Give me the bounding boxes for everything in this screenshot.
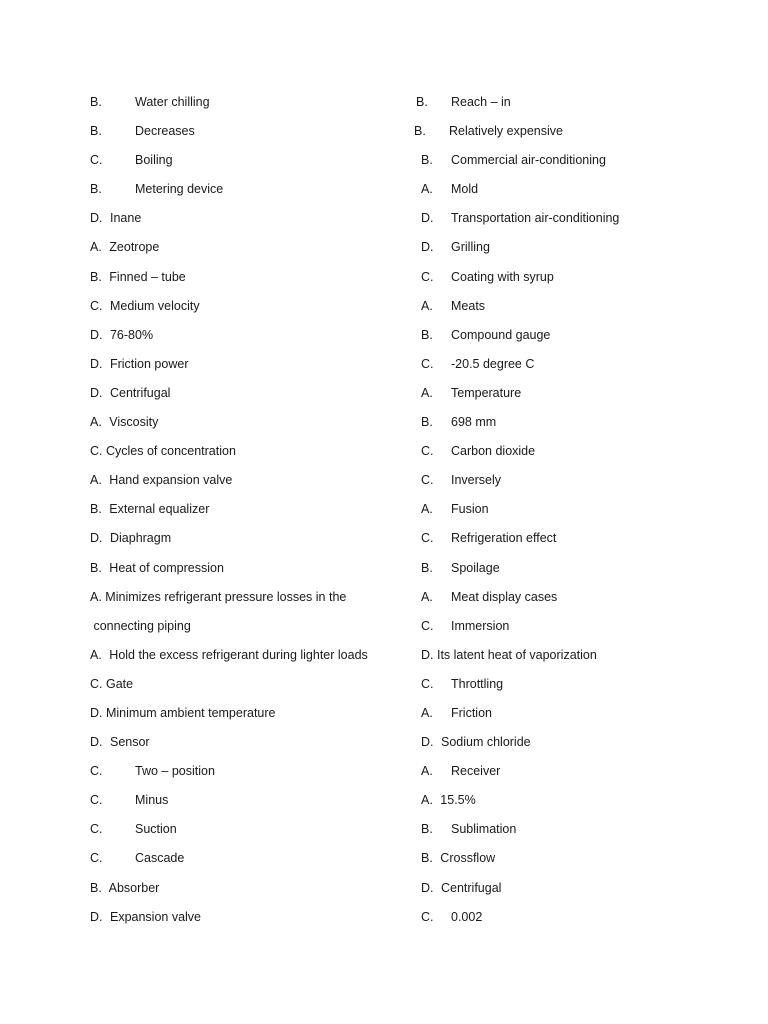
answer-letter: B.: [414, 124, 426, 139]
answer-letter: C.: [421, 618, 434, 633]
answer-row: [90, 878, 410, 907]
answer-letter: A.: [421, 705, 433, 720]
answer-row: [90, 587, 410, 616]
answer-row: [416, 819, 746, 848]
answer-letter: D.: [90, 531, 103, 546]
answer-text: Crossflow: [440, 851, 496, 866]
answer-text: Sublimation: [451, 822, 517, 837]
answer-text: Expansion valve: [109, 909, 202, 924]
answer-row: [90, 441, 410, 470]
answer-text: Sodium chloride: [440, 735, 531, 750]
answer-letter: B.: [90, 124, 102, 139]
answer-row: [416, 645, 746, 674]
answer-letter: D.: [90, 385, 103, 400]
answer-text: Viscosity: [109, 415, 159, 430]
answer-letter: B.: [90, 560, 102, 575]
answer-letter: C.: [421, 676, 434, 691]
answer-letter: D.: [421, 647, 434, 662]
answer-row: [416, 907, 746, 936]
answer-letter: C.: [421, 531, 434, 546]
answer-text: Friction power: [109, 356, 189, 371]
answer-text: 15.5%: [440, 793, 476, 808]
answer-row: [416, 732, 746, 761]
answer-letter: D.: [421, 880, 434, 895]
answer-text: Suction: [135, 822, 177, 837]
answer-row: [90, 470, 410, 499]
answer-letter: B.: [90, 269, 102, 284]
answer-row: [90, 179, 410, 208]
answer-text: Two – position: [135, 764, 215, 779]
answer-row: [90, 499, 410, 528]
answer-row: [90, 325, 410, 354]
answer-row: [416, 878, 746, 907]
answer-text: Fusion: [451, 502, 489, 517]
answer-row: [90, 819, 410, 848]
answer-letter: A.: [90, 589, 102, 604]
answer-row: [90, 412, 410, 441]
answer-text: Throttling: [451, 676, 504, 691]
answer-text: Immersion: [451, 618, 510, 633]
answer-row: [90, 121, 410, 150]
answer-row: [90, 703, 410, 732]
answer-letter: C.: [90, 793, 103, 808]
answer-text: Diaphragm: [109, 531, 172, 546]
answer-letter: A.: [421, 182, 433, 197]
answer-letter: B.: [421, 327, 433, 342]
answer-letter: D.: [90, 211, 103, 226]
answer-row: [416, 354, 746, 383]
answer-text: Transportation air-conditioning: [451, 211, 620, 226]
answer-row: [416, 499, 746, 528]
answer-row: [90, 296, 410, 325]
answer-letter: C.: [421, 444, 434, 459]
answer-text: Coating with syrup: [451, 269, 554, 284]
answer-row: [416, 703, 746, 732]
answer-text: Commercial air-conditioning: [451, 153, 606, 168]
answer-text: Carbon dioxide: [451, 444, 536, 459]
answer-letter: A.: [421, 764, 433, 779]
left-answer-column: [90, 92, 410, 936]
answer-letter: A.: [90, 240, 102, 255]
answer-letter: C.: [421, 473, 434, 488]
answer-letter: A.: [90, 473, 102, 488]
answer-text: Minus: [135, 793, 169, 808]
answer-text: Minimum ambient temperature: [105, 705, 276, 720]
answer-text: Boiling: [135, 153, 173, 168]
answer-row: [416, 848, 746, 877]
answer-row: [416, 412, 746, 441]
answer-letter: D.: [421, 240, 434, 255]
answer-row: [416, 383, 746, 412]
answer-text: Relatively expensive: [449, 124, 563, 139]
answer-text: Spoilage: [451, 560, 500, 575]
answer-letter: A.: [90, 647, 102, 662]
answer-letter: D.: [421, 211, 434, 226]
answer-text: 698 mm: [451, 415, 497, 430]
answer-letter: B.: [421, 822, 433, 837]
answer-text: Hand expansion valve: [109, 473, 233, 488]
answer-row: [416, 267, 746, 296]
answer-letter: B.: [90, 95, 102, 109]
answer-row: [90, 237, 410, 266]
answer-row: [90, 848, 410, 877]
answer-text: Meats: [451, 298, 486, 313]
answer-letter: B.: [90, 880, 102, 895]
answer-letter: B.: [421, 415, 433, 430]
answer-row: [90, 732, 410, 761]
answer-letter: A.: [421, 298, 433, 313]
answer-letter: C.: [90, 444, 103, 459]
answer-row: [416, 237, 746, 266]
answer-text: Medium velocity: [109, 298, 200, 313]
answer-text: Centrifugal: [440, 880, 502, 895]
answer-text: Refrigeration effect: [451, 531, 557, 546]
answer-row: [416, 528, 746, 557]
answer-letter: A.: [421, 502, 433, 517]
answer-row: [90, 150, 410, 179]
answer-row: [416, 92, 746, 121]
answer-row: [90, 674, 410, 703]
answer-letter: C.: [90, 822, 103, 837]
answer-row: [416, 470, 746, 499]
answer-text: Gate: [105, 676, 134, 691]
answer-letter: B.: [421, 851, 433, 866]
answer-letter: D.: [90, 705, 103, 720]
answer-text: External equalizer: [109, 502, 210, 517]
answer-text: Meat display cases: [451, 589, 558, 604]
answer-row: [416, 587, 746, 616]
answer-text: connecting piping: [93, 618, 191, 633]
answer-text: Sensor: [109, 735, 150, 750]
answer-row: [90, 616, 410, 645]
answer-text: Grilling: [451, 240, 490, 255]
answer-letter: A.: [421, 793, 433, 808]
answer-letter: B.: [416, 95, 428, 109]
answer-letter: B.: [421, 560, 433, 575]
answer-letter: D.: [90, 909, 103, 924]
answer-row: [416, 790, 746, 819]
answer-text: Centrifugal: [109, 385, 171, 400]
answer-row: [416, 150, 746, 179]
answer-row: [414, 121, 746, 150]
answer-letter: B.: [90, 182, 102, 197]
answer-letter: C.: [90, 298, 103, 313]
answer-row: [416, 558, 746, 587]
answer-text: Temperature: [451, 385, 522, 400]
answer-letter: C.: [90, 153, 103, 168]
answer-text: Metering device: [135, 182, 224, 197]
answer-text: Absorber: [108, 880, 160, 895]
answer-letter: C.: [90, 851, 103, 866]
answer-letter: A.: [90, 415, 102, 430]
answer-row: [90, 528, 410, 557]
answer-text: 0.002: [451, 909, 483, 924]
answer-text: 76-80%: [109, 327, 154, 342]
answer-text: Receiver: [451, 764, 501, 779]
answer-row: [90, 92, 410, 121]
answer-row: [90, 790, 410, 819]
answer-text: Zeotrope: [109, 240, 160, 255]
answer-text: Heat of compression: [109, 560, 224, 575]
answer-row: [90, 267, 410, 296]
answer-text: Minimizes refrigerant pressure losses in the: [105, 589, 347, 604]
answer-letter: D.: [90, 327, 103, 342]
answer-letter: D.: [90, 735, 103, 750]
answer-letter: D.: [90, 356, 103, 371]
answer-text: Water chilling: [135, 95, 210, 109]
answer-row: [416, 296, 746, 325]
answer-row: [90, 907, 410, 936]
answer-row: [90, 761, 410, 790]
answer-letter: B.: [90, 502, 102, 517]
answer-row: [416, 208, 746, 237]
answer-letter: A.: [421, 385, 433, 400]
answer-letter: C.: [90, 676, 103, 691]
answer-text: Cascade: [135, 851, 185, 866]
answer-row: [416, 325, 746, 354]
answer-row: [90, 558, 410, 587]
answer-letter: B.: [421, 153, 433, 168]
answer-row: [90, 645, 410, 674]
answer-text: Mold: [451, 182, 479, 197]
answer-letter: C.: [421, 356, 434, 371]
answer-letter: A.: [421, 589, 433, 604]
answer-text: Reach – in: [451, 95, 511, 109]
answer-letter: C.: [421, 269, 434, 284]
answer-row: [416, 616, 746, 645]
answer-row: [90, 354, 410, 383]
answer-text: Cycles of concentration: [105, 444, 236, 459]
answer-text: -20.5 degree C: [451, 356, 535, 371]
answer-text: Inversely: [451, 473, 502, 488]
answer-row: [416, 761, 746, 790]
answer-row: [90, 208, 410, 237]
answer-letter: C.: [90, 764, 103, 779]
answer-row: [416, 441, 746, 470]
answer-letter: D.: [421, 735, 434, 750]
answer-letter: C.: [421, 909, 434, 924]
answer-text: Finned – tube: [109, 269, 186, 284]
answer-text: Hold the excess refrigerant during lighter loads: [109, 647, 368, 662]
answer-text: Compound gauge: [451, 327, 551, 342]
answer-text: Decreases: [135, 124, 195, 139]
answer-row: [416, 674, 746, 703]
answer-row: [90, 383, 410, 412]
answer-row: [416, 179, 746, 208]
answer-text: Inane: [109, 211, 142, 226]
answer-text: Its latent heat of vaporization: [436, 647, 597, 662]
right-answer-column: [416, 92, 746, 936]
answer-text: Friction: [451, 705, 492, 720]
